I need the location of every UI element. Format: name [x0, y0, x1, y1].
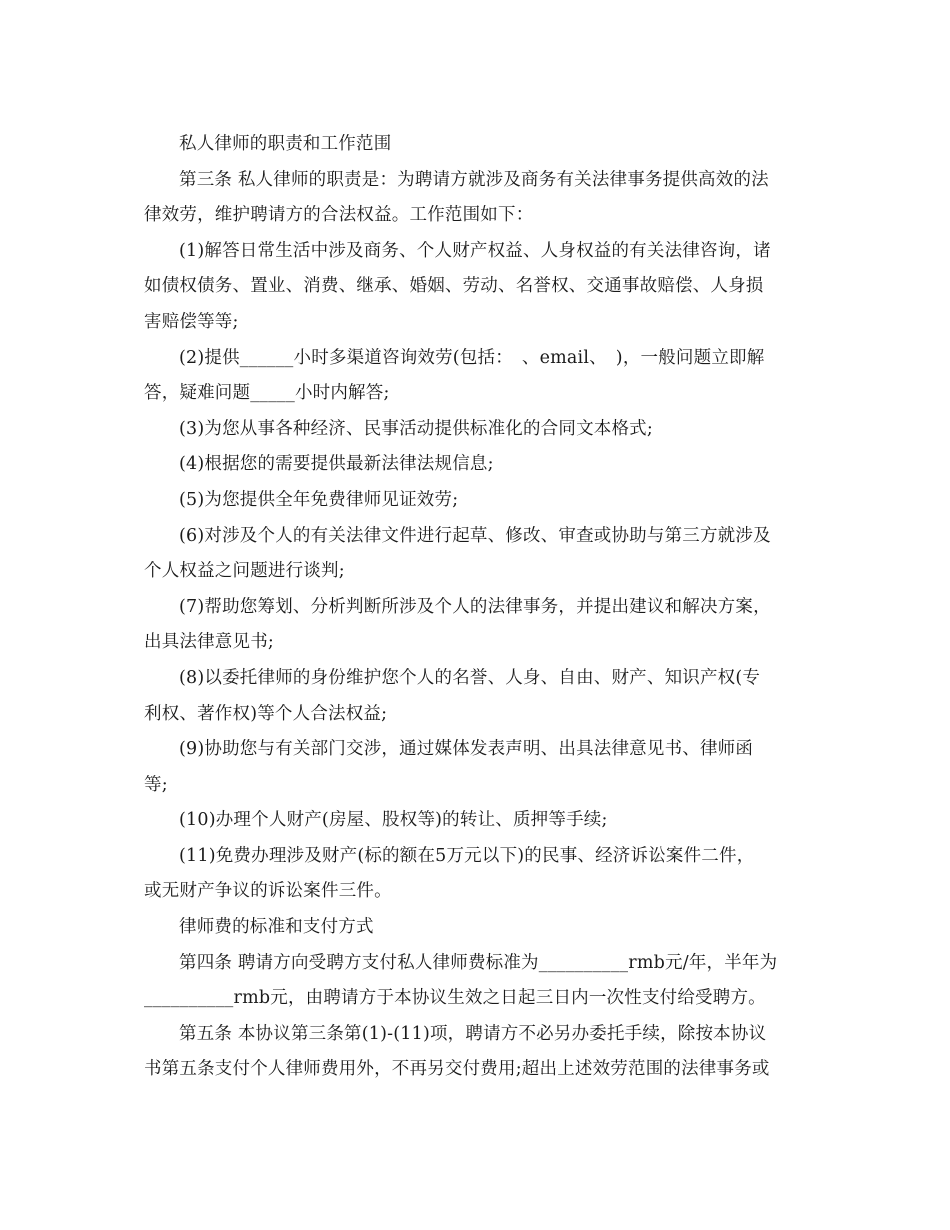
text-line: 第五条 本协议第三条第(1)-(11)项，聘请方不必另办委托手续，除按本协议: [179, 1023, 767, 1044]
text-line: 害赔偿等等;: [144, 311, 239, 332]
text-line: (7)帮助您筹划、分析判断所涉及个人的法律事务，并提出建议和解决方案，: [179, 596, 771, 617]
text-line: 第三条 私人律师的职责是：为聘请方就涉及商务有关法律事务提供高效的法: [179, 169, 769, 190]
text-line: (3)为您从事各种经济、民事活动提供标准化的合同文本格式;: [179, 418, 653, 439]
text-line: (2)提供______小时多渠道咨询效劳(包括： 、email、 )，一般问题立即解: [179, 347, 765, 368]
text-line: (6)对涉及个人的有关法律文件进行起草、修改、审查或协助与第三方就涉及: [179, 525, 771, 546]
text-line: 律效劳，维护聘请方的合法权益。工作范围如下：: [144, 205, 534, 226]
text-line: (11)免费办理涉及财产(标的额在5万元以下)的民事、经济诉讼案件二件，: [179, 845, 755, 866]
text-line: 律师费的标准和支付方式: [179, 917, 374, 938]
text-line: 第四条 聘请方向受聘方支付私人律师费标准为__________rmb元/年，半年为: [179, 952, 778, 973]
text-line: __________rmb元，由聘请方于本协议生效之日起三日内一次性支付给受聘方。: [144, 988, 766, 1009]
text-line: 或无财产争议的诉讼案件三件。: [144, 881, 392, 902]
text-line: (5)为您提供全年免费律师见证效劳;: [179, 489, 459, 510]
text-line: 等;: [144, 774, 168, 795]
text-line: (1)解答日常生活中涉及商务、个人财产权益、人身权益的有关法律咨询，诸: [179, 240, 771, 261]
text-line: 私人律师的职责和工作范围: [179, 134, 392, 154]
text-line: 答，疑难问题_____小时内解答;: [144, 383, 390, 404]
text-line: 个人权益之问题进行谈判;: [144, 561, 345, 582]
text-line: 如债权债务、置业、消费、继承、婚姻、劳动、名誉权、交通事故赔偿、人身损: [144, 276, 764, 297]
text-line: 书第五条支付个人律师费用外，不再另交付费用;超出上述效劳范围的法律事务或: [144, 1059, 770, 1080]
text-line: 利权、著作权)等个人合法权益;: [144, 703, 388, 724]
text-line: (10)办理个人财产(房屋、股权等)的转让、质押等手续;: [179, 810, 608, 831]
text-line: (9)协助您与有关部门交涉，通过媒体发表声明、出具法律意见书、律师函: [179, 739, 754, 760]
text-line: (4)根据您的需要提供最新法律法规信息;: [179, 454, 494, 475]
text-line: (8)以委托律师的身份维护您个人的名誉、人身、自由、财产、知识产权(专: [179, 667, 761, 688]
text-line: 出具法律意见书;: [144, 632, 274, 653]
document-body: [144, 127, 804, 1088]
